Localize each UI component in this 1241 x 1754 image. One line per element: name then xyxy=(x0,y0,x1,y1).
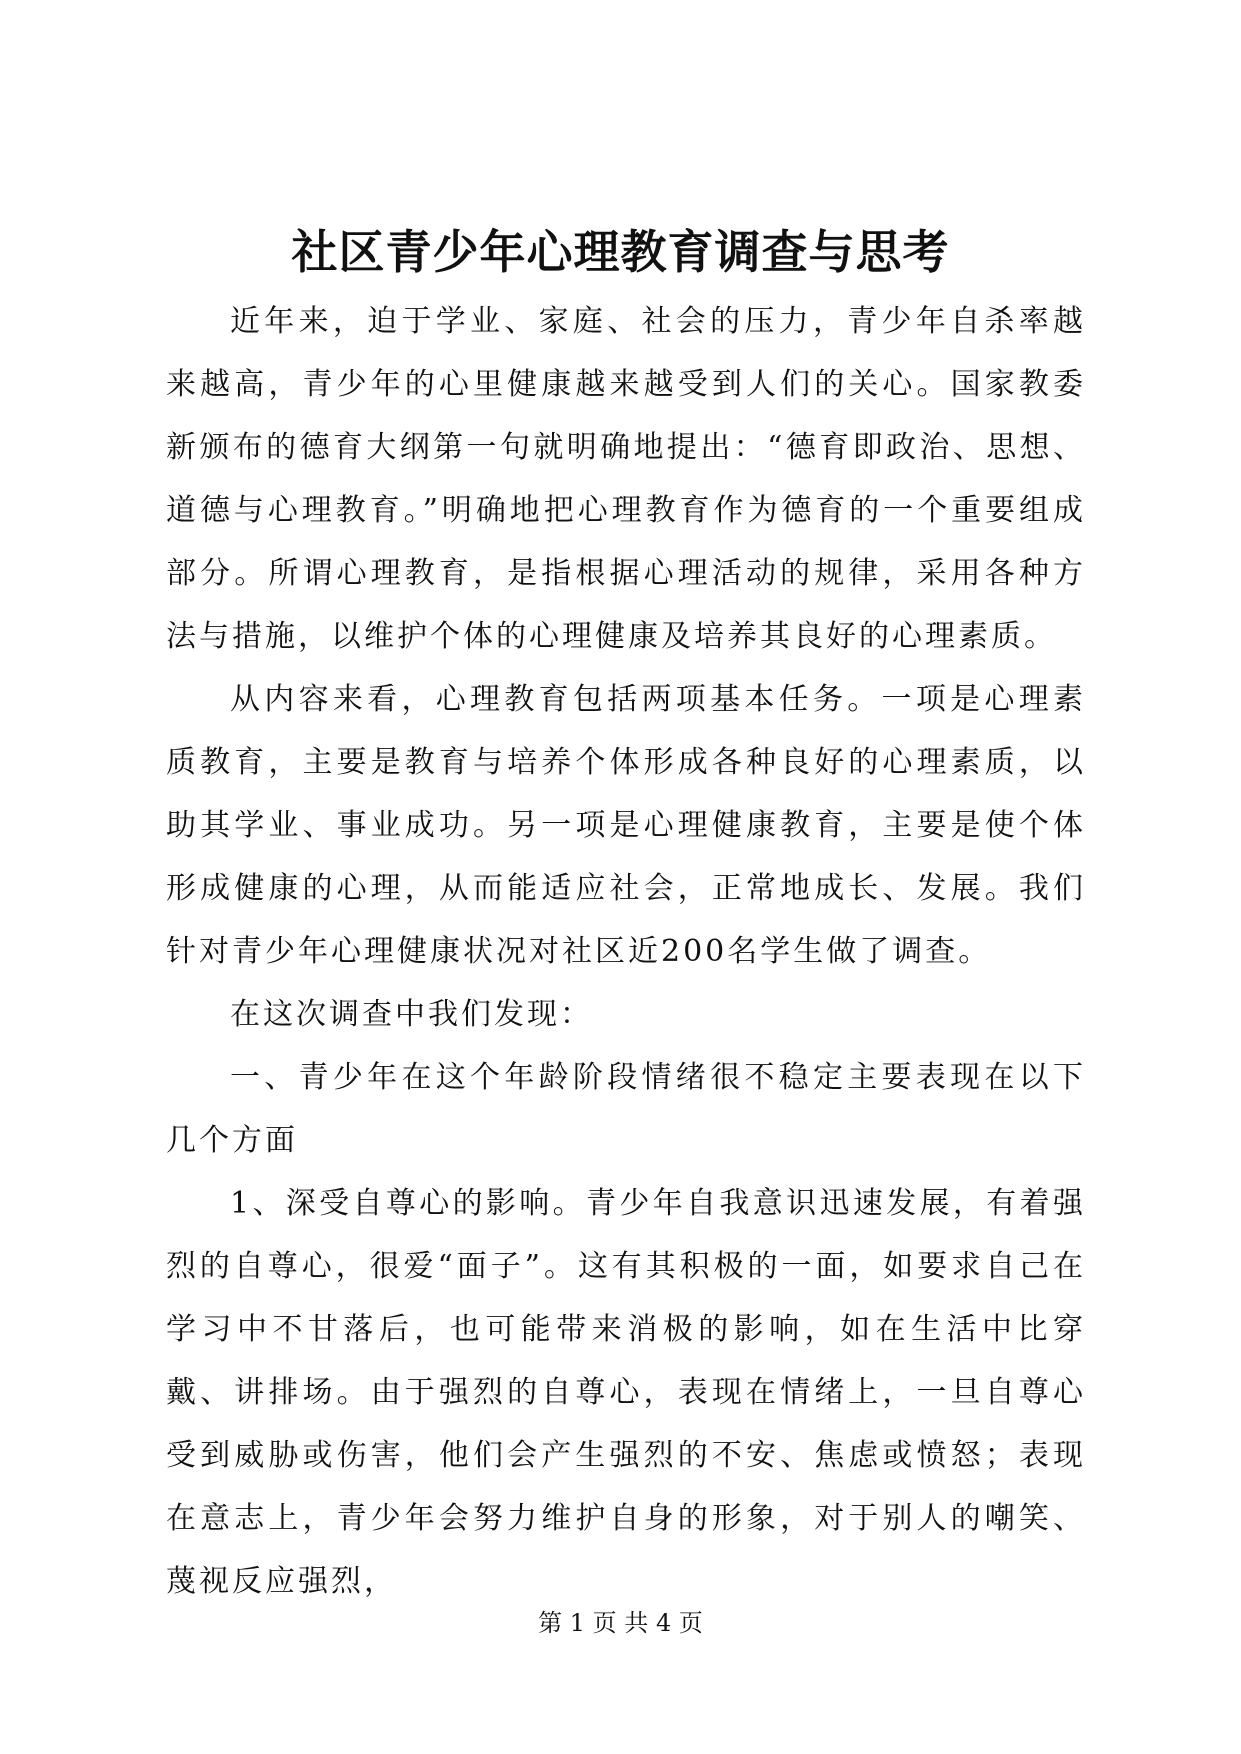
paragraph-intro: 近年来，迫于学业、家庭、社会的压力，青少年自杀率越来越高，青少年的心里健康越来越受到人们的关心。国家教委新颁布的德育大纲第一句就明确地提出：“德育即政治、思想、道德与心理教育。”明确地把心理教育作为德育的一个重要组成部分。所谓心理教育，是指根据心理活动的规律，采用各种方法与措施，以维护个体的心理健康及培养其良好的心理素质。 xyxy=(166,304,1086,654)
document-title: 社区青少年心理教育调查与思考 xyxy=(291,225,950,279)
paragraph-point-one: 1、深受自尊心的影响。青少年自我意识迅速发展，有着强烈的自尊心，很爱“面子”。这有其积极的一面，如要求自己在学习中不甘落后，也可能带来消极的影响，如在生活中比穿戴、讲排场。由于强烈的自尊心，表现在情绪上，一旦自尊心受到威胁或伤害，他们会产生强烈的不安、焦虑或愤怒；表现在意志上，青少年会努力维护自身的形象，对于别人的嘲笑、蔑视反应强烈， xyxy=(166,1186,1086,1599)
paragraph-findings-lead: 在这次调查中我们发现： xyxy=(230,997,593,1032)
paragraph-section-one-heading: 一、青少年在这个年龄阶段情绪很不稳定主要表现在以下几个方面 xyxy=(166,1060,1086,1158)
page-number-footer: 第 1 页 共 4 页 xyxy=(538,1609,703,1637)
paragraph-content-scope: 从内容来看，心理教育包括两项基本任务。一项是心理素质教育，主要是教育与培养个体形成各种良好的心理素质，以助其学业、事业成功。另一项是心理健康教育，主要是使个体形成健康的心理，从而能适应社会，正常地成长、发展。我们针对青少年心理健康状况对社区近200名学生做了调查。 xyxy=(166,682,1086,969)
document-body xyxy=(166,290,1086,1613)
